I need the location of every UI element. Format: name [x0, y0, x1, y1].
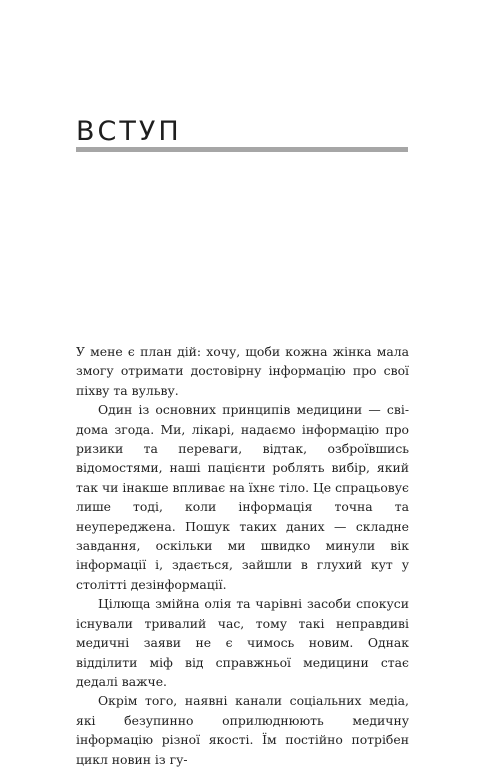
title-underline-rule: [76, 147, 408, 152]
paragraph-1: У мене є план дій: хочу, щоби кожна жінка мала змогу отримати достовірну інформацію про свої піхву та вульву.: [76, 344, 409, 398]
chapter-title: ВСТУП: [76, 116, 182, 147]
body-text: [76, 342, 409, 769]
paragraph-4: Окрім того, наявні канали соціальних медіа, які безупинно оприлюднюють медичну інформацію різної якості. Їм постійно потрібен цикл новин із гу-: [76, 693, 409, 767]
paragraph-2: Один із основних принципів медицини — свідома згода. Ми, лікарі, надаємо інформацію про ризики та переваги, відтак, озброївшись відомостями, наші пацієнти роблять вибір, який так чи інакше впливає на їхнє тіло. Це спрацьовує лише тоді, коли інформація точна та неупереджена. Пошук таких даних — складне завдання, оскільки ми швидко минули вік інформації і, здається, зайшли в глухий кут у столітті дезінформації.: [76, 402, 409, 592]
paragraph-3: Цілюща змійна олія та чарівні засоби спокуси існували тривалий час, тому такі неправдиві медичні заяви не є чимось новим. Однак відділити міф від справжньої медицини стає дедалі важче.: [76, 596, 409, 689]
